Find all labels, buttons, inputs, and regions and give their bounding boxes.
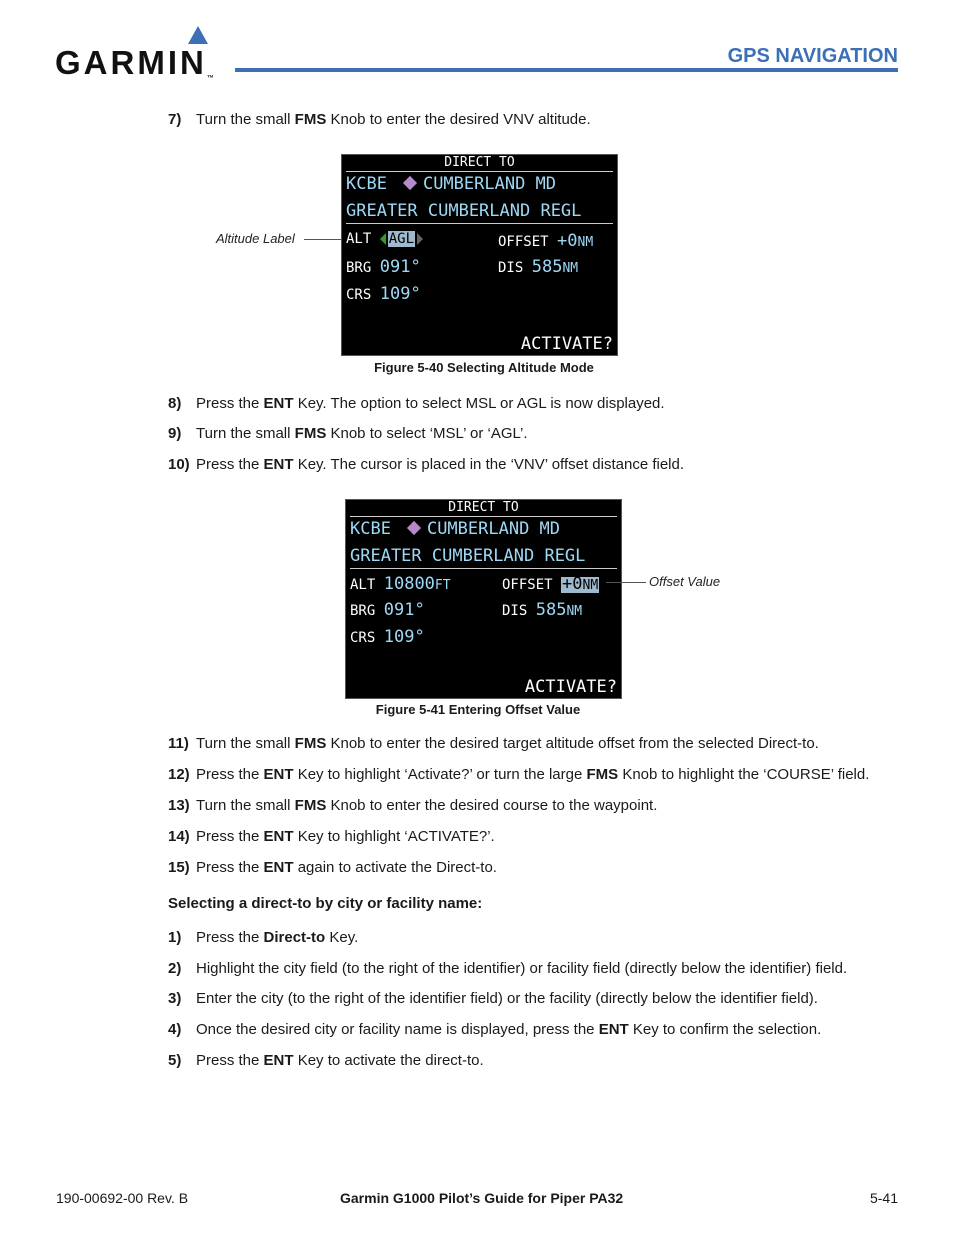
dis-label: DIS [498,260,524,276]
step-item [168,395,665,413]
step-number: 10) [168,456,190,473]
activate-field[interactable]: ACTIVATE? [524,677,617,697]
offset-label: OFFSET [502,577,553,593]
waypoint-facility: GREATER CUMBERLAND REGL [346,201,582,221]
key-name: FMS [294,425,327,442]
alt-value: 10800 [383,574,435,594]
key-name: ENT [263,859,294,876]
brg-label: BRG [346,260,372,276]
dis-unit: NM [566,604,583,619]
header-rule [235,68,898,72]
step-number: 3) [168,990,182,1007]
step-item [168,990,818,1008]
crs-label: CRS [350,630,376,646]
screen-divider [346,223,613,224]
key-name: FMS [586,766,619,783]
dis-value: 585 [531,257,563,277]
callout-line [606,582,646,583]
figure-caption: Figure 5-40 Selecting Altitude Mode [374,360,594,375]
step-text: Enter the city (to the right of the identifier field) or the facility (directly below the identifier field). [196,990,818,1007]
crs-value: 109° [383,627,425,647]
alt-label: ALT [346,231,372,247]
step-text: Key to highlight ‘ACTIVATE?’. [293,828,495,845]
step-text: Once the desired city or facility name is displayed, press the [196,1021,599,1038]
step-item [168,425,528,443]
garmin-delta-icon [188,26,208,44]
waypoint-symbol-icon [403,176,417,190]
waypoint-city: CUMBERLAND MD [426,519,561,539]
step-text: Knob to enter the desired course to the waypoint. [326,797,658,814]
brg-value: 091° [379,257,421,277]
logo-trademark: ™ [206,75,214,82]
brg-value: 091° [383,600,425,620]
garmin-logo [55,44,214,82]
step-text: Turn the small [196,111,295,128]
callout-offset-value: Offset Value [649,574,721,589]
alt-unit: FT [434,578,451,593]
callout-altitude-label: Altitude Label [216,231,295,246]
step-text: Press the [196,828,264,845]
waypoint-facility: GREATER CUMBERLAND REGL [350,546,586,566]
step-item [168,735,819,753]
step-number: 11) [168,735,189,752]
key-name: ENT [598,1021,629,1038]
step-item [168,859,497,877]
crs-value: 109° [379,284,421,304]
activate-field[interactable]: ACTIVATE? [520,334,613,354]
step-item [168,828,495,846]
key-name: Direct-to [263,929,326,946]
step-number: 9) [168,425,182,442]
step-text: Press the [196,859,264,876]
footer-doc-number: 190-00692-00 Rev. B [56,1190,189,1206]
step-item [168,1021,821,1039]
footer-title: Garmin G1000 Pilot’s Guide for Piper PA32 [340,1190,624,1206]
key-name: FMS [294,111,327,128]
step-number: 14) [168,828,190,845]
step-text: Turn the small [196,797,295,814]
step-text: Turn the small [196,425,295,442]
dis-value: 585 [535,600,567,620]
step-text: Key to highlight ‘Activate?’ or turn the large [293,766,587,783]
waypoint-symbol-icon [407,521,421,535]
step-text: Turn the small [196,735,295,752]
step-number: 12) [168,766,190,783]
screen-divider [346,171,613,172]
key-name: FMS [294,797,327,814]
section-subheading: Selecting a direct-to by city or facility name: [168,895,483,912]
offset-unit: NM [582,578,599,593]
step-item [168,960,847,978]
step-item [168,766,869,784]
crs-label: CRS [346,287,372,303]
step-number: 7) [168,111,182,128]
logo-text: GARMIN [55,44,207,81]
step-number: 13) [168,797,190,814]
step-item [168,111,591,129]
waypoint-city: CUMBERLAND MD [422,174,557,194]
page-number: 5-41 [869,1190,898,1206]
key-name: FMS [294,735,327,752]
alt-mode-field[interactable]: AGL [388,231,415,247]
step-text: Press the [196,1052,264,1069]
step-number: 5) [168,1052,182,1069]
step-text: Highlight the city field (to the right of the identifier) or facility field (directly below the identifier) field. [196,960,848,977]
step-number: 15) [168,859,190,876]
step-item [168,1052,484,1070]
step-text: Key to activate the direct-to. [293,1052,484,1069]
screen-title: DIRECT TO [444,155,515,170]
step-text: Key. [325,929,359,946]
screen-divider [350,568,617,569]
key-name: ENT [263,828,294,845]
waypoint-ident: KCBE [346,174,387,194]
dis-unit: NM [562,261,579,276]
step-number: 4) [168,1021,182,1038]
offset-label: OFFSET [498,234,549,250]
screen-title: DIRECT TO [448,500,519,515]
step-text: Knob to enter the desired target altitude offset from the selected Direct-to. [326,735,819,752]
key-name: ENT [263,456,294,473]
section-title: GPS NAVIGATION [727,45,898,67]
offset-value-field[interactable]: +0 [562,574,583,594]
step-text: Key. The cursor is placed in the ‘VNV’ offset distance field. [293,456,685,473]
screen-divider [350,516,617,517]
key-name: ENT [263,766,294,783]
offset-value: +0 [557,231,578,251]
step-text: Knob to enter the desired VNV altitude. [326,111,591,128]
step-text: Press the [196,929,264,946]
step-text: Knob to select ‘MSL’ or ‘AGL’. [326,425,528,442]
step-text: Press the [196,766,264,783]
step-text: Knob to highlight the ‘COURSE’ field. [618,766,870,783]
step-text: again to activate the Direct-to. [293,859,497,876]
step-item [168,929,358,947]
brg-label: BRG [350,603,376,619]
waypoint-ident: KCBE [350,519,391,539]
step-text: Press the [196,456,264,473]
step-item [168,456,684,474]
callout-line [304,239,344,240]
arrow-left-icon [380,233,386,245]
step-number: 2) [168,960,182,977]
step-item [168,797,657,815]
arrow-right-icon [417,233,423,245]
screen-direct-to-fig40 [341,154,618,356]
screen-direct-to-fig41 [345,499,622,699]
key-name: ENT [263,395,294,412]
offset-unit: NM [577,235,594,250]
step-text: Key to confirm the selection. [628,1021,822,1038]
step-text: Key. The option to select MSL or AGL is now displayed. [293,395,665,412]
alt-label: ALT [350,577,376,593]
figure-caption: Figure 5-41 Entering Offset Value [375,702,581,717]
dis-label: DIS [502,603,528,619]
step-text: Press the [196,395,264,412]
key-name: ENT [263,1052,294,1069]
step-number: 1) [168,929,182,946]
step-number: 8) [168,395,182,412]
